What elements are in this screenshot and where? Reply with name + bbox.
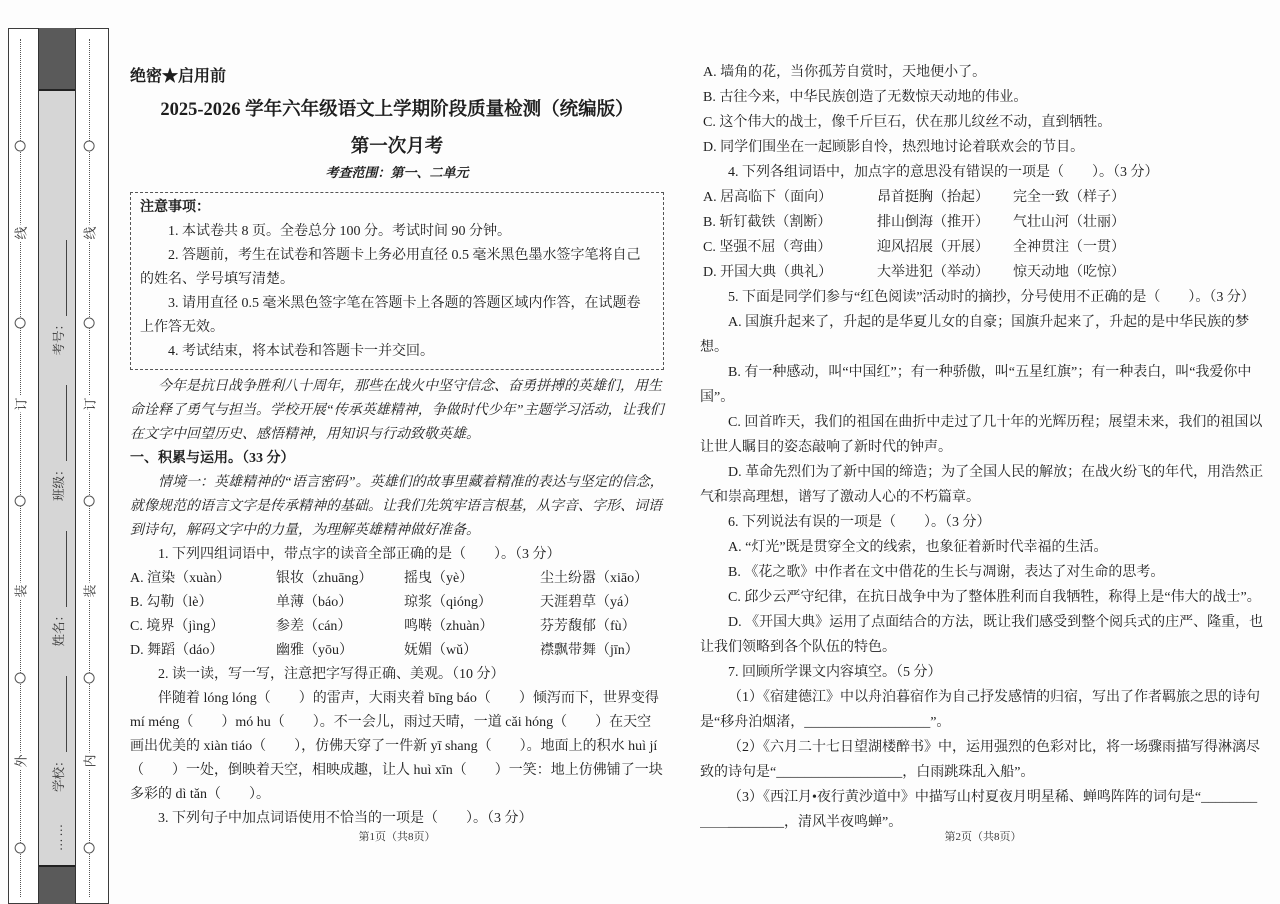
q1-option-c: C. 境界（jìng） bbox=[130, 619, 225, 634]
q1-option-a3: 摇曳（yè） bbox=[404, 571, 474, 586]
student-info-fields bbox=[39, 89, 77, 867]
q1-option-b4: 天涯碧草（yá） bbox=[540, 595, 638, 610]
notice-item: 2. 答题前，考生在试卷和答题卡上务必用直径 0.5 毫米黑色墨水签字笔将自己的姓名、学号填写清楚。 bbox=[140, 248, 641, 287]
school-label: 学校： bbox=[52, 754, 66, 792]
notice-heading: 注意事项： bbox=[140, 200, 210, 215]
name-label: 姓名： bbox=[52, 608, 66, 647]
q2-stem: 2. 读一读，写一写，注意把字写得正确、美观。（10 分） bbox=[158, 667, 505, 682]
q6-stem: 6. 下列说法有误的一项是（ ）。（3 分） bbox=[728, 515, 991, 530]
punch-circle bbox=[84, 141, 95, 152]
q5-option-c: C. 回首昨天，我们的祖国在曲折中走过了几十年的光辉历程；展望未来，我们的祖国以让世人瞩目的姿态敲响了新时代的钟声。 bbox=[700, 415, 1263, 455]
binding-strip bbox=[8, 28, 109, 904]
punch-circle bbox=[15, 318, 26, 329]
binding-label-line: 线 bbox=[13, 226, 29, 240]
q2-passage: 伴随着 lóng lóng（ ）的雷声，大雨夹着 bīng báo（ ）倾泻而下，世界变得 mí méng（ ）mó hu（ ）。不一会儿，雨过天晴，一道 cǎi hóng（ ）在天空画出优美的 xiàn tiáo（ ），仿佛天穿了一件新 yī shang（ ）。地面上的积水 huì jí（ ）一处，倒映着天空，相映成趣，让人 huì xīn（ ）一笑：地上仿佛铺了一块多彩的 dì tǎn（ ）。 bbox=[130, 691, 663, 802]
q3-option-d: D. 同学们围坐在一起顾影自怜，热烈地讨论着联欢会的节目。 bbox=[703, 140, 1085, 155]
punch-circle bbox=[15, 141, 26, 152]
q3-stem: 3. 下列句子中加点词语使用不恰当的一项是（ ）。（3 分） bbox=[158, 811, 533, 826]
q7-item-3: （3）《西江月•夜行黄沙道中》中描写山村夏夜月明星稀、蝉鸣阵阵的词句是“________＿＿________，清风半夜鸣蝉”。 bbox=[700, 790, 1258, 830]
student-info-area bbox=[39, 89, 77, 867]
binding-dash-line-outer bbox=[13, 39, 29, 897]
q1-option-b3: 琼浆（qióng） bbox=[404, 595, 492, 610]
scenario-1-paragraph: 情境一：英雄精神的“语言密码”。英雄们的故事里藏着精准的表达与坚定的信念，就像规范的语言文字是传承精神的基础。让我们先筑牢语言根基，从字音、字形、词语到诗句，解码文字中的力量，为理解英雄精神做好准备。 bbox=[130, 475, 664, 538]
q1-stem: 1. 下列四组词语中，带点字的读音全部正确的是（ ）。（3 分） bbox=[158, 547, 561, 562]
name-blank bbox=[52, 531, 67, 607]
q4-option-d2: 大举进犯（举动） bbox=[877, 265, 989, 280]
school-blank bbox=[52, 676, 67, 752]
q1-option-a: A. 渲染（xuàn） bbox=[130, 571, 231, 586]
binding-dash-line-inner bbox=[82, 39, 98, 897]
punch-circle bbox=[15, 673, 26, 684]
ellipsis: …… bbox=[50, 822, 65, 851]
school-field bbox=[49, 676, 67, 792]
q4-options bbox=[700, 185, 1266, 285]
name-field bbox=[49, 531, 67, 647]
page-1 bbox=[130, 66, 664, 831]
exam-subtitle: 第一次月考 bbox=[350, 137, 444, 157]
notice-item: 3. 请用直径 0.5 毫米黑色签字笔在答题卡上各题的答题区域内作答，在试题卷上作答无效。 bbox=[140, 296, 641, 335]
exam-scope: 考查范围：第一、二单元 bbox=[325, 165, 469, 180]
page-1-footer: 第1页（共8页） bbox=[358, 831, 436, 843]
q5-option-a: A. 国旗升起来了，升起的是华夏儿女的自豪；国旗升起来了，升起的是中华民族的梦想。 bbox=[700, 315, 1250, 355]
q4-option-d: D. 开国大典（典礼） bbox=[703, 265, 833, 280]
q5-option-d: D. 革命先烈们为了新中国的缔造；为了全国人民的解放；在战火纷飞的年代，用浩然正气和崇高理想，谱写了激动人心的不朽篇章。 bbox=[700, 465, 1264, 505]
q4-stem: 4. 下列各组词语中，加点字的意思没有错误的一项是（ ）。（3 分） bbox=[728, 165, 1159, 180]
punch-circle bbox=[84, 318, 95, 329]
binding-label-line: 线 bbox=[82, 226, 98, 240]
q1-option-b: B. 勾勒（lè） bbox=[130, 595, 213, 610]
examno-blank bbox=[52, 240, 67, 316]
q1-option-b2: 单薄（báo） bbox=[276, 595, 353, 610]
examno-field bbox=[49, 240, 67, 356]
class-label: 班级： bbox=[52, 463, 66, 501]
q4-option-b3: 气壮山河（壮丽） bbox=[1013, 215, 1125, 230]
binding-cap-top bbox=[39, 28, 75, 91]
q1-option-c3: 鸣啭（zhuàn） bbox=[404, 619, 494, 634]
q1-option-a4: 尘土纷嚣（xiāo） bbox=[540, 571, 649, 586]
notice-item: 4. 考试结束，将本试卷和答题卡一并交回。 bbox=[168, 344, 434, 359]
binding-label-staple: 订 bbox=[82, 397, 98, 411]
q1-option-d3: 妩媚（wǔ） bbox=[404, 643, 478, 658]
q4-option-b: B. 斩钉截铁（割断） bbox=[703, 215, 832, 230]
class-blank bbox=[52, 385, 67, 461]
binding-label-bind: 装 bbox=[82, 584, 98, 598]
q3-option-b: B. 古往今来，中华民族创造了无数惊天动地的伟业。 bbox=[703, 90, 1028, 105]
q6-option-c: C. 邱少云严守纪律，在抗日战争中为了整体胜利而自我牺牲，称得上是“伟大的战士”。 bbox=[728, 590, 1261, 605]
q1-option-d4: 襟飘带舞（jīn） bbox=[540, 643, 639, 658]
q3-option-a: A. 墙角的花，当你孤芳自赏时，天地便小了。 bbox=[703, 65, 987, 80]
punch-circle bbox=[15, 843, 26, 854]
q3-option-c: C. 这个伟大的战士，像千斤巨石，伏在那儿纹丝不动，直到牺牲。 bbox=[703, 115, 1112, 130]
q1-option-d: D. 舞蹈（dáo） bbox=[130, 643, 224, 658]
q4-option-a: A. 居高临下（面向） bbox=[703, 190, 833, 205]
q7-item-1: （1）《宿建德江》中以舟泊暮宿作为自己抒发感情的归宿，写出了作者羁旅之思的诗句是“移舟泊烟渚，__________________”。 bbox=[700, 690, 1260, 730]
q6-option-a: A. “灯光”既是贯穿全文的线索，也象征着新时代幸福的生活。 bbox=[728, 540, 1108, 555]
q5-stem: 5. 下面是同学们参与“红色阅读”活动时的摘抄，分号使用不正确的是（ ）。（3 分） bbox=[728, 290, 1255, 305]
q1-option-c4: 芬芳馥郁（fù） bbox=[540, 619, 636, 634]
q4-option-c: C. 坚强不屈（弯曲） bbox=[703, 240, 832, 255]
q4-option-b2: 排山倒海（推开） bbox=[877, 215, 989, 230]
binding-label-bind: 装 bbox=[13, 584, 29, 598]
punch-circle bbox=[84, 843, 95, 854]
examno-label: 考号： bbox=[52, 317, 66, 356]
q6-option-b: B. 《花之歌》中作者在文中借花的生长与凋谢，表达了对生命的思考。 bbox=[728, 565, 1165, 580]
binding-label-staple: 订 bbox=[13, 397, 29, 411]
punch-circle bbox=[84, 673, 95, 684]
notice-item: 1. 本试卷共 8 页。全卷总分 100 分。考试时间 90 分钟。 bbox=[168, 224, 511, 239]
q6-option-d: D. 《开国大典》运用了点面结合的方法，既让我们感受到整个阅兵式的庄严、隆重，也让我们领略到各个队伍的特色。 bbox=[700, 615, 1264, 655]
punch-circle bbox=[84, 496, 95, 507]
q4-option-a2: 昂首挺胸（抬起） bbox=[877, 190, 989, 205]
binding-cap-bottom bbox=[39, 865, 75, 904]
page-2-footer: 第2页（共8页） bbox=[944, 831, 1022, 843]
q4-option-c3: 全神贯注（一贯） bbox=[1013, 240, 1125, 255]
q1-option-c2: 参差（cán） bbox=[276, 619, 352, 634]
q1-option-d2: 幽雅（yōu） bbox=[276, 643, 353, 658]
q7-item-2: （2）《六月二十七日望湖楼醉书》中，运用强烈的色彩对比，将一场骤雨描写得淋漓尽致的诗句是“__________________，白雨跳珠乱入船”。 bbox=[700, 740, 1260, 780]
binding-gray-strip bbox=[38, 28, 76, 904]
class-field bbox=[49, 385, 67, 501]
q4-option-d3: 惊天动地（吃惊） bbox=[1013, 265, 1125, 280]
exam-title: 2025-2026 学年六年级语文上学期阶段质量检测（统编版） bbox=[160, 100, 634, 120]
q5-option-b: B. 有一种感动，叫“中国红”；有一种骄傲，叫“五星红旗”；有一种表白，叫“我爱你中国”。 bbox=[700, 365, 1252, 405]
secrecy-notice: 绝密★启用前 bbox=[130, 68, 227, 85]
q1-option-a2: 银妆（zhuāng） bbox=[276, 571, 373, 586]
punch-circle bbox=[15, 496, 26, 507]
q4-option-c2: 迎风招展（开展） bbox=[877, 240, 989, 255]
binding-label-outside: 外 bbox=[13, 754, 29, 768]
q1-options bbox=[130, 567, 664, 663]
q4-option-a3: 完全一致（样子） bbox=[1013, 190, 1125, 205]
page-2 bbox=[700, 60, 1266, 835]
notice-box bbox=[130, 192, 664, 370]
q7-stem: 7. 回顾所学课文内容填空。（5 分） bbox=[728, 665, 942, 680]
binding-label-inside: 内 bbox=[82, 754, 98, 768]
section-1-heading: 一、积累与运用。（33 分） bbox=[130, 451, 295, 466]
intro-paragraph: 今年是抗日战争胜利八十周年，那些在战火中坚守信念、奋勇拼搏的英雄们，用生命诠释了勇气与担当。学校开展“传承英雄精神，争做时代少年”主题学习活动，让我们在文字中回望历史、感悟精神，用知识与行动致敬英雄。 bbox=[130, 379, 664, 442]
